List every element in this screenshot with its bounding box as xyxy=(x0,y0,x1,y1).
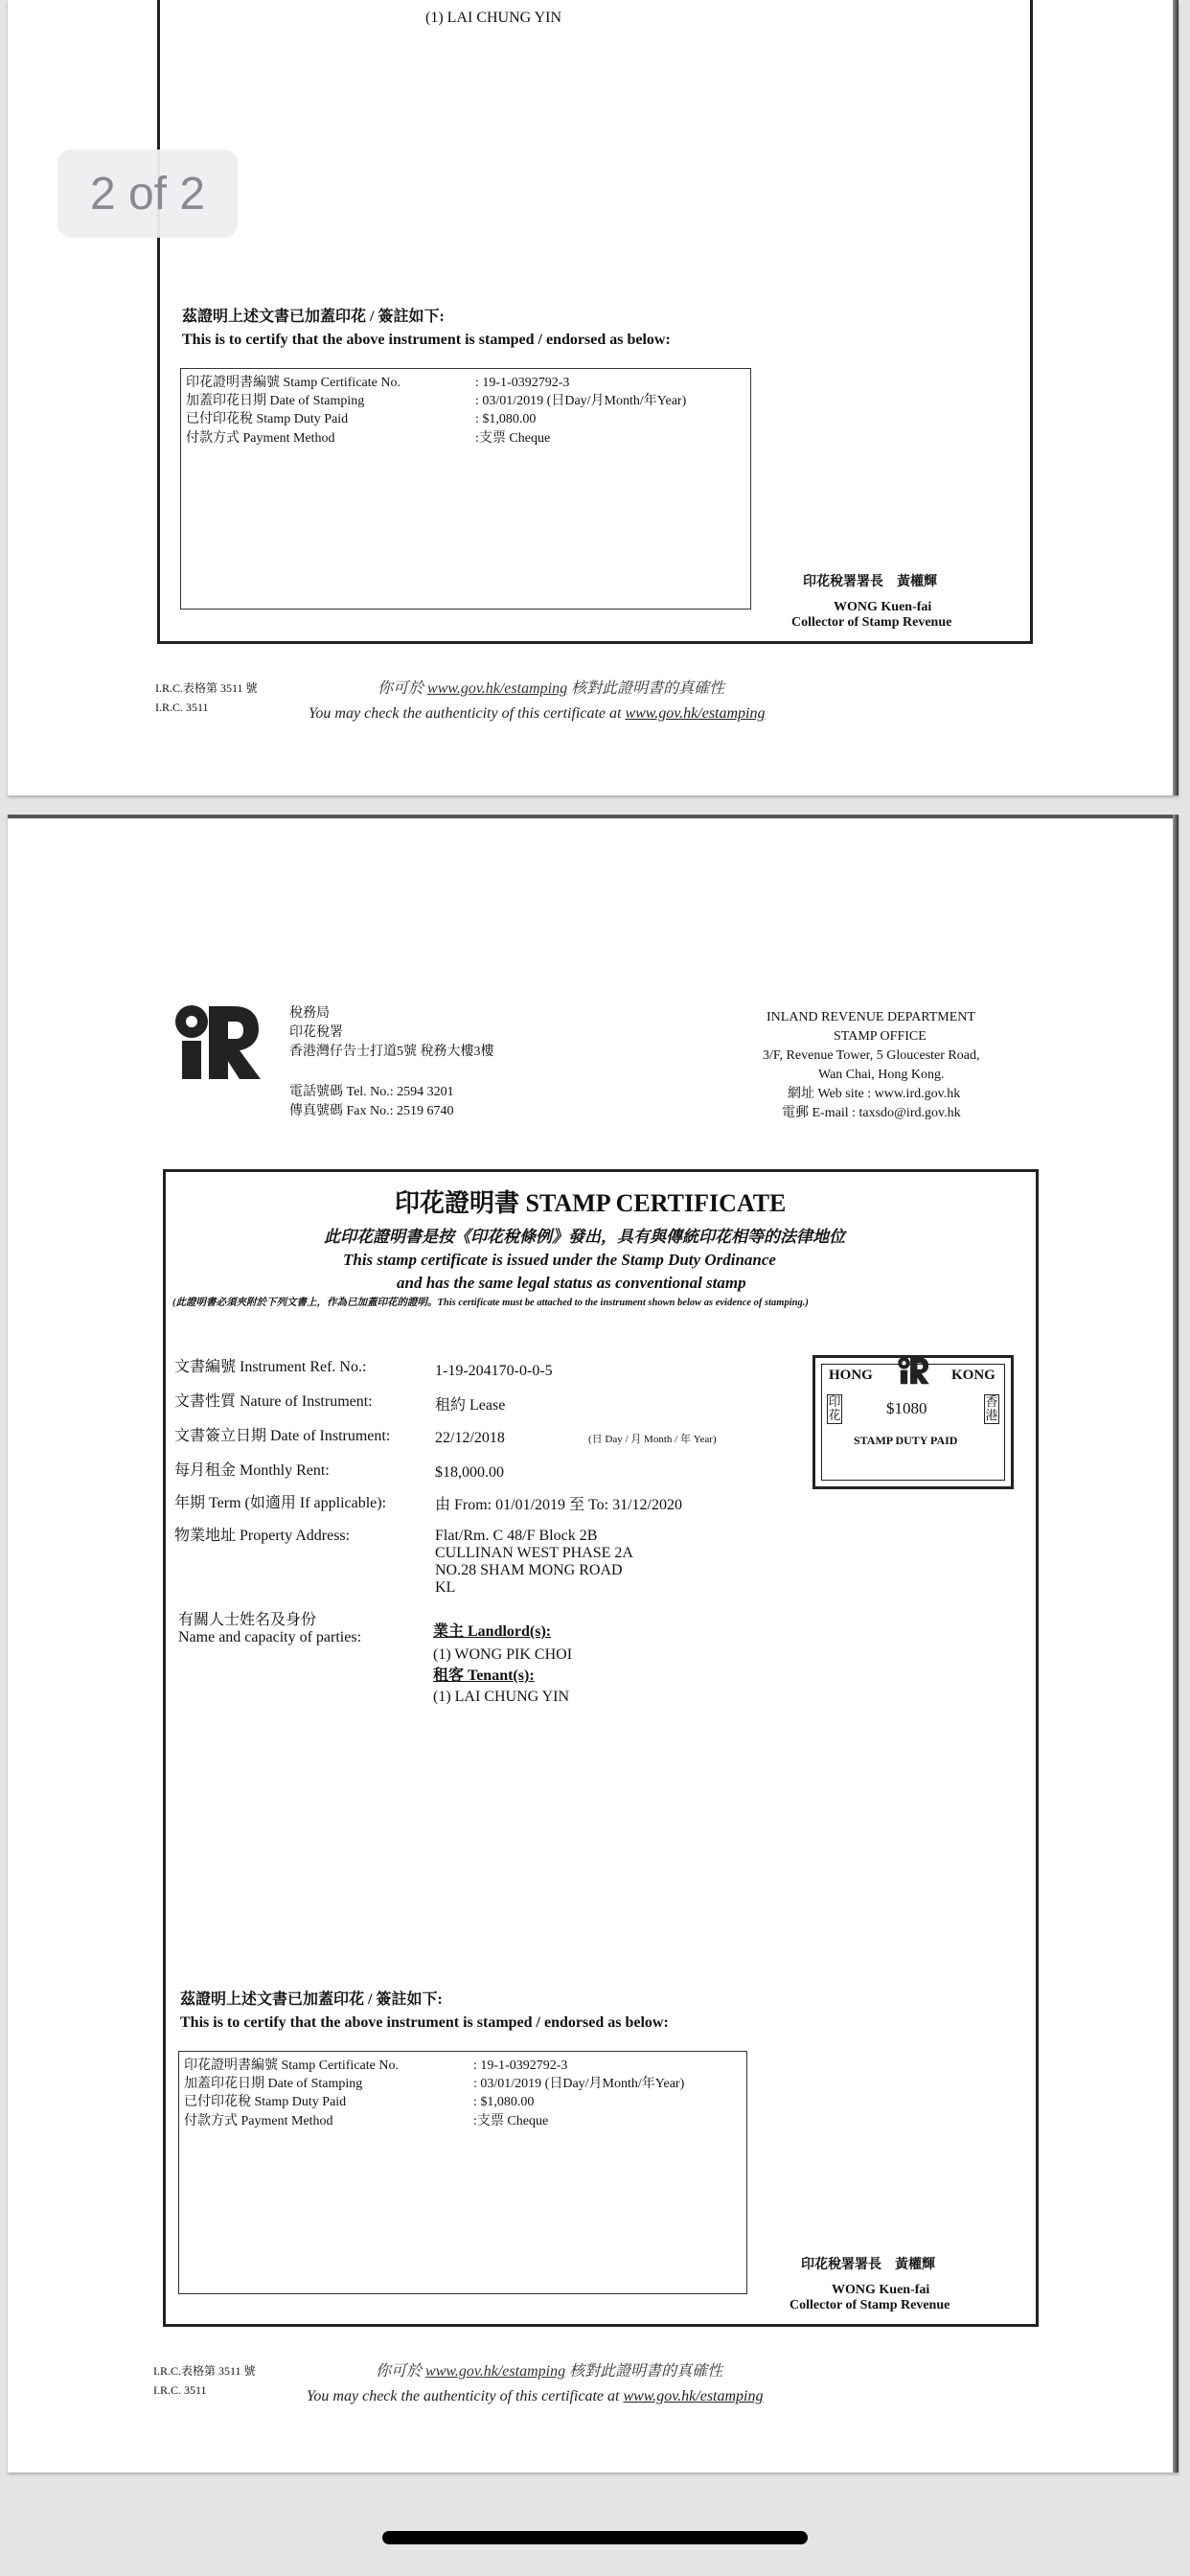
stamp-row-label: 付款方式 Payment Method xyxy=(184,2114,333,2128)
collector-name: WONG Kuen-fai xyxy=(834,600,932,614)
document-page-2 xyxy=(8,815,1179,2472)
form-number-zh: I.R.C.表格第 3511 號 xyxy=(153,2364,256,2378)
tel-line: 電話號碼 Tel. No.: 2594 3201 xyxy=(289,1085,454,1099)
stamp-row-value: : 19-1-0392792-3 xyxy=(475,376,570,390)
stamp-amount: $1080 xyxy=(886,1399,927,1417)
stamp-duty-paid-mark xyxy=(812,1355,1014,1489)
stamp-row-label: 加蓋印花日期 Date of Stamping xyxy=(186,394,365,408)
stamp-row-value: : $1,080.00 xyxy=(475,412,537,426)
stamp-row-value: : 03/01/2019 (日Day/月Month/年Year) xyxy=(475,394,687,408)
stamp-row-value: : 19-1-0392792-3 xyxy=(473,2058,568,2073)
term-value: 由 From: 01/01/2019 至 To: 31/12/2020 xyxy=(435,1497,683,1513)
collector-name: WONG Kuen-fai xyxy=(832,2283,930,2297)
stamp-row-value: : 03/01/2019 (日Day/月Month/年Year) xyxy=(473,2077,685,2091)
field-label: 文書簽立日期 Date of Instrument: xyxy=(174,1428,391,1444)
stamp-row-value: :支票 Cheque xyxy=(475,431,551,446)
stamp-row-label: 印花證明書編號 Stamp Certificate No. xyxy=(186,376,400,390)
address-line-3: NO.28 SHAM MONG ROAD xyxy=(435,1562,623,1578)
address-line-1: Flat/Rm. C 48/F Block 2B xyxy=(435,1528,598,1544)
field-label: 文書性質 Nature of Instrument: xyxy=(174,1393,373,1410)
stamp-row-value: : $1,080.00 xyxy=(473,2095,535,2109)
dept-en-3: 3/F, Revenue Tower, 5 Gloucester Road, xyxy=(763,1048,980,1063)
instrument-ref-value: 1-19-204170-0-0-5 xyxy=(435,1363,553,1379)
parties-en: Name and capacity of parties: xyxy=(178,1629,362,1645)
nature-value: 租約 Lease xyxy=(435,1397,506,1414)
tenant-name: (1) LAI CHUNG YIN xyxy=(433,1689,570,1705)
home-indicator[interactable] xyxy=(382,2531,808,2544)
field-label: 年期 Term (如適用 If applicable): xyxy=(174,1495,387,1511)
check-zh-pre: 你可於 xyxy=(376,2363,423,2380)
page-top-edge xyxy=(8,815,1179,818)
check-en xyxy=(309,705,766,723)
dept-zh-1: 稅務局 xyxy=(289,1006,330,1021)
collector-zh: 印花稅署署長 黃權輝 xyxy=(801,2258,935,2272)
estamping-link-en[interactable]: www.gov.hk/estamping xyxy=(623,2388,764,2404)
date-value: 22/12/2018 xyxy=(435,1430,505,1446)
check-en-pre: You may check the authenticity of this certificate at xyxy=(307,2388,620,2404)
estamping-link[interactable]: www.gov.hk/estamping xyxy=(427,680,568,697)
certificate-title: 印花證明書 STAMP CERTIFICATE xyxy=(395,1189,787,1217)
check-en xyxy=(307,2388,764,2405)
parties-zh: 有關人士姓名及身份 xyxy=(178,1612,317,1628)
certify-zh: 茲證明上述文書已加蓋印花 / 簽註如下: xyxy=(182,309,445,325)
page-edge xyxy=(1173,815,1179,2472)
email-line: 電郵 E-mail : taxsdo@ird.gov.hk xyxy=(782,1106,961,1120)
check-zh-post: 核對此證明書的真確性 xyxy=(571,680,725,697)
dept-en-2: STAMP OFFICE xyxy=(834,1029,927,1044)
check-zh xyxy=(376,2363,722,2380)
check-zh xyxy=(378,680,724,698)
stamp-left-chars: 印花 xyxy=(828,1394,841,1423)
website-line: 網址 Web site : www.ird.gov.hk xyxy=(788,1087,961,1101)
rent-value: $18,000.00 xyxy=(435,1464,504,1481)
collector-zh: 印花稅署署長 黃權輝 xyxy=(803,575,937,589)
certify-en: This is to certify that the above instrument is stamped / endorsed as below: xyxy=(180,2014,669,2031)
stamp-right-chars: 香港 xyxy=(985,1394,998,1423)
stamp-row-label: 加蓋印花日期 Date of Stamping xyxy=(184,2077,363,2091)
stamp-row-label: 付款方式 Payment Method xyxy=(186,431,335,446)
field-label: 文書編號 Instrument Ref. No.: xyxy=(174,1359,367,1375)
stamp-row-label: 印花證明書編號 Stamp Certificate No. xyxy=(184,2058,399,2073)
field-label: 每月租金 Monthly Rent: xyxy=(174,1462,330,1479)
subtitle-en-2: and has the same legal status as conventional stamp xyxy=(397,1274,746,1292)
collector-title: Collector of Stamp Revenue xyxy=(790,2298,950,2312)
address-line-2: CULLINAN WEST PHASE 2A xyxy=(435,1545,633,1561)
form-number-en: I.R.C. 3511 xyxy=(155,701,209,714)
collector-title: Collector of Stamp Revenue xyxy=(791,615,952,630)
estamping-link[interactable]: www.gov.hk/estamping xyxy=(425,2363,566,2380)
stamp-row-value: :支票 Cheque xyxy=(473,2114,549,2128)
stamp-kong: KONG xyxy=(951,1368,995,1383)
ird-mini-logo-icon xyxy=(896,1356,930,1385)
ird-logo-icon xyxy=(171,1002,263,1081)
stamp-label: STAMP DUTY PAID xyxy=(854,1434,958,1447)
dept-en-1: INLAND REVENUE DEPARTMENT xyxy=(767,1010,975,1024)
dept-zh-3: 香港灣仔告士打道5號 稅務大樓3樓 xyxy=(289,1045,494,1059)
dept-zh-2: 印花稅署 xyxy=(289,1025,343,1040)
stamp-row-label: 已付印花稅 Stamp Duty Paid xyxy=(186,412,349,426)
document-page-1 xyxy=(8,0,1179,795)
subtitle-en-1: This stamp certificate is issued under the Stamp Duty Ordinance xyxy=(343,1251,776,1269)
field-label: 物業地址 Property Address: xyxy=(174,1528,351,1544)
page-edge xyxy=(1173,0,1179,795)
landlord-name: (1) WONG PIK CHOI xyxy=(433,1646,573,1663)
fax-line: 傳真號碼 Fax No.: 2519 6740 xyxy=(289,1104,454,1118)
page-indicator: 2 of 2 xyxy=(57,150,238,238)
stamp-row-label: 已付印花稅 Stamp Duty Paid xyxy=(184,2095,347,2109)
check-zh-pre: 你可於 xyxy=(378,680,424,697)
tenant-line: (1) LAI CHUNG YIN xyxy=(425,10,562,26)
check-zh-post: 核對此證明書的真確性 xyxy=(569,2363,723,2380)
date-format-hint: (日 Day / 月 Month / 年 Year) xyxy=(588,1434,717,1445)
certify-en: This is to certify that the above instrument is stamped / endorsed as below: xyxy=(182,332,671,348)
tenant-header: 租客 Tenant(s): xyxy=(433,1668,535,1684)
stamp-hong: HONG xyxy=(829,1368,873,1383)
certify-zh: 茲證明上述文書已加蓋印花 / 簽註如下: xyxy=(180,1991,443,2008)
subtitle-zh: 此印花證明書是按《印花稅條例》發出，具有與傳統印花相等的法律地位 xyxy=(324,1228,845,1246)
form-number-zh: I.R.C.表格第 3511 號 xyxy=(155,681,258,695)
check-en-pre: You may check the authenticity of this certificate at xyxy=(309,705,622,722)
address-line-4: KL xyxy=(435,1579,456,1596)
landlord-header: 業主 Landlord(s): xyxy=(433,1623,552,1640)
dept-en-4: Wan Chai, Hong Kong. xyxy=(818,1068,945,1082)
attach-note: (此證明書必須夾附於下列文書上，作為已加蓋印花的證明。This certificate must be attached to the instrument shown below as evidence of stamping.) xyxy=(172,1298,809,1308)
estamping-link-en[interactable]: www.gov.hk/estamping xyxy=(625,705,766,722)
form-number-en: I.R.C. 3511 xyxy=(153,2383,207,2397)
